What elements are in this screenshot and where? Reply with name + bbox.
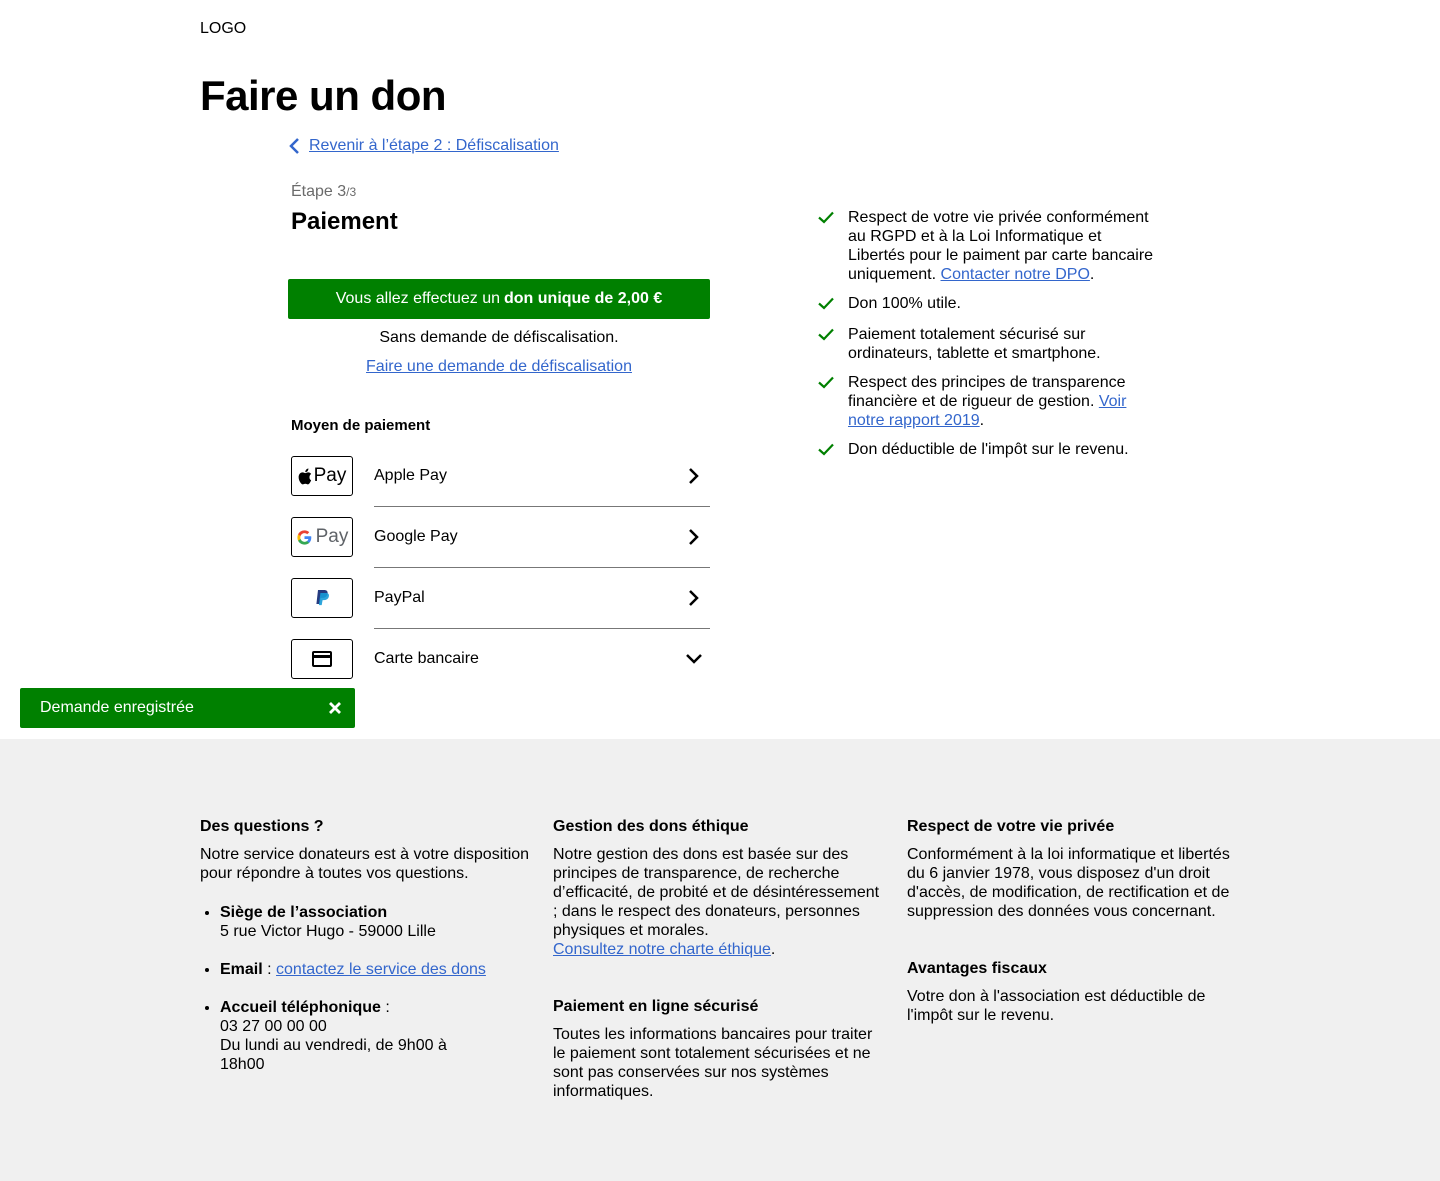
payment-method-label: Apple Pay bbox=[374, 467, 447, 484]
payment-method-credit-card[interactable] bbox=[291, 639, 710, 679]
contact-item-email: • Email : contactez le service des dons bbox=[220, 960, 535, 979]
payment-method-label: PayPal bbox=[374, 589, 425, 606]
contact-email-link[interactable]: contactez le service des dons bbox=[276, 961, 486, 978]
benefit-item bbox=[818, 440, 1158, 461]
chevron-left-icon bbox=[287, 137, 301, 155]
chevron-right-icon[interactable] bbox=[684, 466, 704, 486]
chevron-down-icon[interactable] bbox=[684, 649, 704, 669]
phone-label: Accueil téléphonique bbox=[220, 999, 381, 1016]
google-pay-logo bbox=[291, 517, 353, 557]
address-value: 5 rue Victor Hugo - 59000 Lille bbox=[220, 923, 436, 940]
apple-icon bbox=[298, 468, 312, 485]
step-title: Paiement bbox=[291, 208, 398, 235]
phone-hours: Du lundi au vendredi, de 9h00 à 18h00 bbox=[220, 1037, 447, 1073]
paypal-logo bbox=[291, 578, 353, 618]
payment-method-google-pay[interactable] bbox=[291, 517, 710, 557]
benefit-text: Respect de votre vie privée conformément au RGPD et à la Loi Informatique et Libertés pour le paiment par carte bancaire uniquement. bbox=[848, 209, 1154, 283]
page-title: Faire un don bbox=[200, 72, 446, 119]
footer-heading: Respect de votre vie privée bbox=[907, 818, 1115, 835]
step-indicator bbox=[291, 183, 356, 201]
paypal-icon bbox=[314, 589, 330, 607]
benefit-text: Respect des principes de transparence financière et de rigueur de gestion. bbox=[848, 374, 1126, 410]
footer-ethics: Gestion des dons éthique Notre gestion des dons est basée sur des principes de transparence, de recherche d’efficacité, de probité et de désintéressement ; dans le respect des donateurs, personnes physiques et morales. Consultez notre charte éthique. Paiement en ligne sécurisé Toutes les informations bancaires pour traiter le paiement sont totalement sécurisées et ne sont pas conservées sur nos systèmes informatiques. bbox=[553, 817, 883, 1101]
payment-method-label: Google Pay bbox=[374, 528, 458, 545]
payment-method-label: Carte bancaire bbox=[374, 650, 479, 667]
benefit-text: Paiement totalement sécurisé sur ordinateurs, tablette et smartphone. bbox=[848, 326, 1101, 362]
tax-status: Sans demande de défiscalisation. bbox=[379, 329, 619, 346]
benefit-text: Don 100% utile. bbox=[848, 295, 961, 312]
payment-method-apple-pay[interactable] bbox=[291, 456, 710, 496]
check-icon bbox=[818, 208, 834, 284]
check-icon bbox=[818, 294, 834, 315]
address-label: Siège de l’association bbox=[220, 904, 388, 921]
check-icon bbox=[818, 325, 834, 363]
check-icon bbox=[818, 440, 834, 461]
donation-summary-banner bbox=[288, 279, 710, 319]
toast-message: Demande enregistrée bbox=[40, 699, 194, 716]
tax-request-link[interactable]: Faire une demande de défiscalisation bbox=[366, 358, 632, 375]
benefits-list bbox=[818, 208, 1158, 471]
contact-item-phone: • Accueil téléphonique : 03 27 00 00 00 Du lundi au vendredi, de 9h00 à 18h00 bbox=[220, 998, 535, 1074]
footer-text: Notre gestion des dons est basée sur des principes de transparence, de recherche d’efficacité, de probité et de désintéressement ; dans le respect des donateurs, personnes physiques et morales. bbox=[553, 846, 880, 939]
footer-heading: Des questions ? bbox=[200, 818, 324, 835]
close-icon[interactable] bbox=[325, 698, 345, 718]
divider bbox=[374, 506, 710, 507]
footer-heading: Avantages fiscaux bbox=[907, 960, 1047, 977]
benefit-item bbox=[818, 325, 1158, 363]
google-pay-logo-text: Pay bbox=[315, 526, 349, 547]
back-link-label: Revenir à l’étape 2 : Défiscalisation bbox=[309, 137, 559, 154]
benefit-item bbox=[818, 294, 1158, 315]
divider bbox=[374, 628, 710, 629]
footer-questions bbox=[200, 817, 535, 1093]
benefit-item: Respect de votre vie privée conformément au RGPD et à la Loi Informatique et Libertés pour le paiment par carte bancaire uniquement. Contacter notre DPO. bbox=[818, 208, 1158, 284]
google-icon bbox=[296, 529, 313, 546]
footer-text: Notre service donateurs est à votre disposition pour répondre à toutes vos questions. bbox=[200, 846, 530, 882]
summary-amount: don unique de 2,00 € bbox=[504, 290, 663, 307]
contact-item-address bbox=[220, 903, 535, 941]
divider bbox=[374, 567, 710, 568]
contact-list bbox=[200, 903, 535, 1074]
back-link[interactable] bbox=[287, 137, 559, 155]
check-icon bbox=[818, 373, 834, 430]
chevron-right-icon[interactable] bbox=[684, 527, 704, 547]
email-label: Email bbox=[220, 961, 263, 978]
chevron-right-icon[interactable] bbox=[684, 588, 704, 608]
benefit-text: Don déductible de l'impôt sur le revenu. bbox=[848, 441, 1129, 458]
apple-pay-logo bbox=[291, 456, 353, 496]
summary-text: Vous allez effectuez un bbox=[335, 290, 500, 307]
footer-text: Conformément à la loi informatique et libertés du 6 janvier 1978, vous disposez d'un droit d'accès, de modification, de rectification et de suppression des données vous concernant. bbox=[907, 846, 1230, 920]
toast-notification bbox=[20, 688, 355, 728]
benefit-item: Respect des principes de transparence financière et de rigueur de gestion. Voir notre rapport 2019. bbox=[818, 373, 1158, 430]
phone-number: 03 27 00 00 00 bbox=[220, 1018, 327, 1035]
credit-card-icon bbox=[312, 651, 332, 667]
logo[interactable]: LOGO bbox=[200, 20, 247, 37]
payment-method-heading: Moyen de paiement bbox=[291, 417, 431, 434]
step-number: Étape 3 bbox=[291, 183, 347, 200]
apple-pay-logo-text: Pay bbox=[313, 465, 347, 486]
report-2019-link[interactable]: Voir notre rapport 2019 bbox=[848, 393, 1127, 429]
ethics-charter-link[interactable]: Consultez notre charte éthique bbox=[553, 941, 771, 958]
credit-card-logo bbox=[291, 639, 353, 679]
footer bbox=[0, 739, 1440, 1181]
footer-privacy bbox=[907, 817, 1242, 1025]
footer-heading: Gestion des dons éthique bbox=[553, 818, 749, 835]
payment-method-paypal[interactable] bbox=[291, 578, 710, 618]
step-total: /3 bbox=[346, 185, 357, 199]
footer-text: Votre don à l'association est déductible de l'impôt sur le revenu. bbox=[907, 988, 1206, 1024]
footer-heading: Paiement en ligne sécurisé bbox=[553, 998, 759, 1015]
contact-dpo-link[interactable]: Contacter notre DPO bbox=[940, 266, 1090, 283]
footer-text: Toutes les informations bancaires pour traiter le paiement sont totalement sécurisées et ne sont pas conservées sur nos systèmes informatiques. bbox=[553, 1026, 873, 1100]
